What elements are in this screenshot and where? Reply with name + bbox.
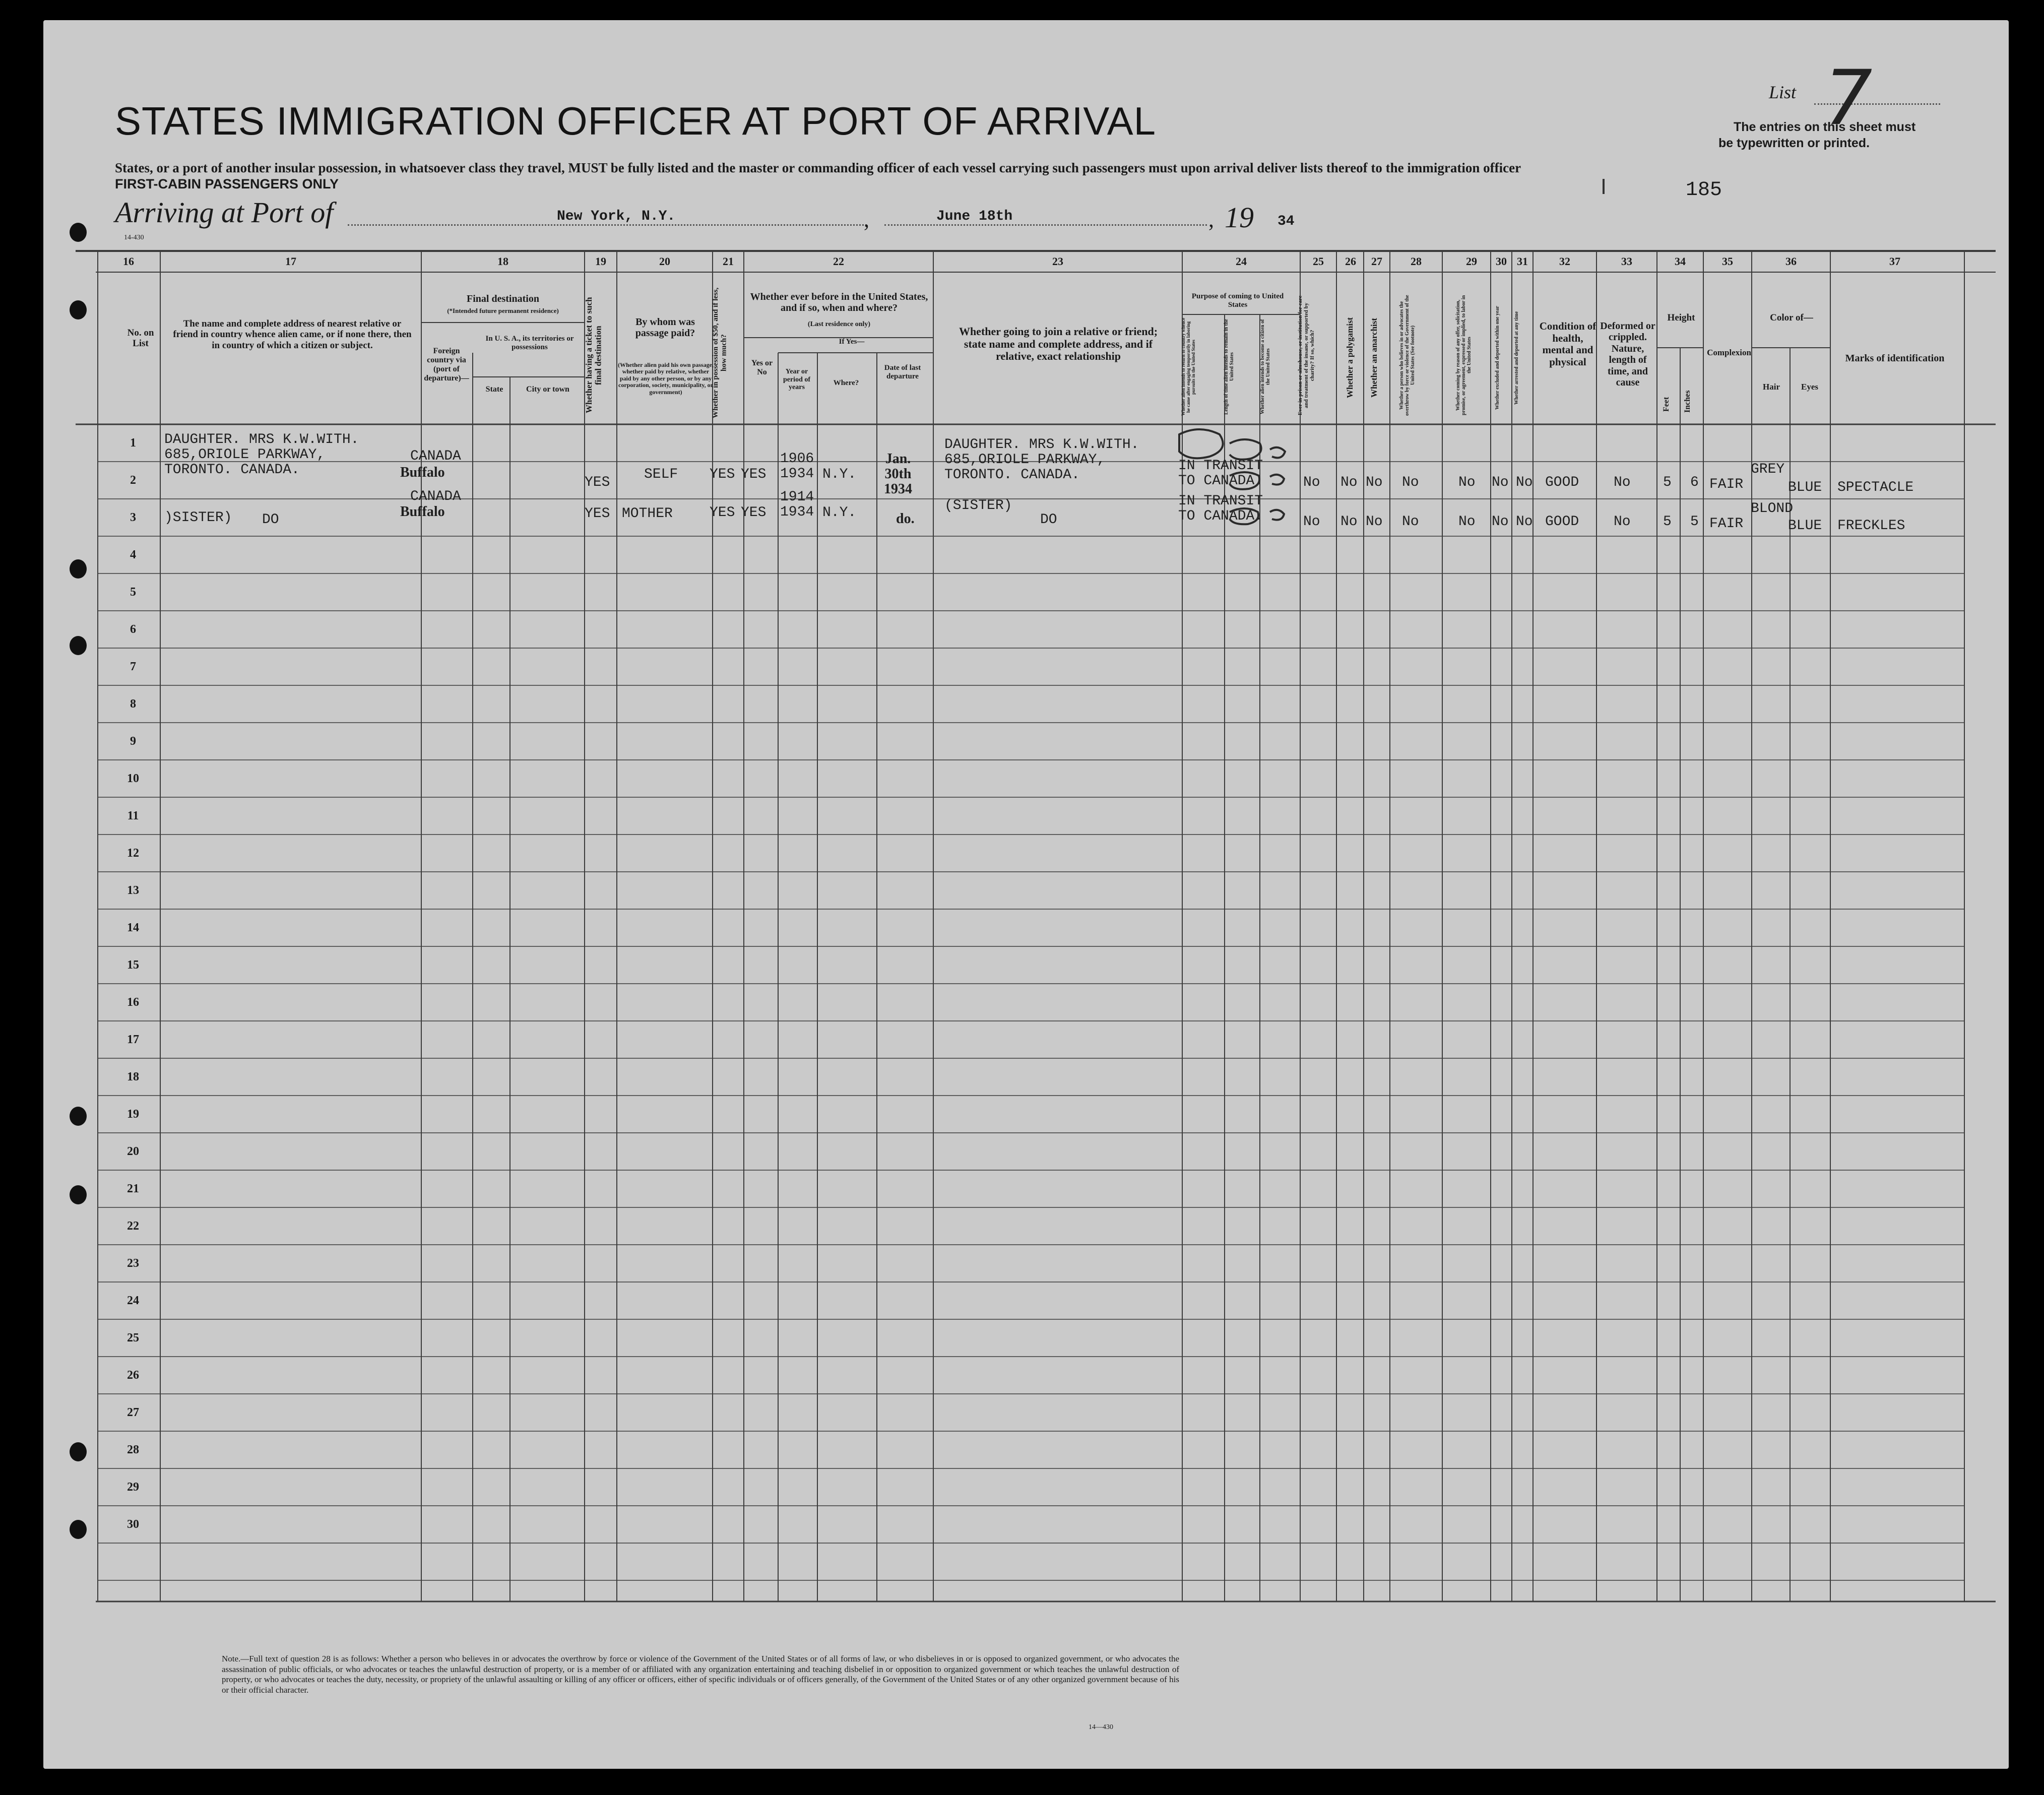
row2-marks: FRECKLES (1837, 518, 1905, 534)
header-c34-inches: Inches (1683, 390, 1692, 413)
column-number: 29 (1466, 255, 1477, 268)
list-number-handwritten: 7 (1824, 54, 1873, 142)
row1-relative-line: DAUGHTER. MRS K.W.WITH. (164, 432, 359, 447)
subtitle-instructions: States, or a port of another insular possession, in whatsoever class they travel, MUST be fully listed and the master or commanding officer of each vessel carrying such passengers must upon arrival deliver lists thereof to the immigration officer (115, 160, 1521, 175)
footnote-question-28: Note.—Full text of question 28 is as follows: Whether a person who believes in or advocates the overthrow by force or violence of the Government of the United States or of all forms of law, or who disbelieves in or is opposed to organized government, or who advocates the assassination of public officials, or who advocates or teaches the unlawful destruction of property, or is a member of or affiliated with any organization entertaining and teaching disbelief in or opposition to organized government or which teaches the unlawful destruction of property, or who advocates or teaches the duty, necessity, or propriety of the unlawful assaulting or killing of any officer or officers, either of specific individuals or of officers generally, of the Government of the United States or of any other organized government because of his or their official character. (222, 1654, 1179, 1695)
row-number: 5 (130, 586, 136, 599)
header-c22-date: Date of last departure (884, 364, 921, 380)
row2-last-departure: do. (896, 511, 915, 527)
row1-joining-line: DAUGHTER. MRS K.W.WITH. (944, 437, 1139, 453)
column-number: 23 (1052, 255, 1063, 268)
row1-c25: No (1303, 475, 1320, 490)
row-number: 17 (127, 1033, 139, 1046)
row2-fifty: YES (710, 505, 735, 521)
column-number: 34 (1675, 255, 1686, 268)
row-number: 26 (127, 1369, 139, 1382)
column-number: 30 (1496, 255, 1507, 268)
row1-complexion: FAIR (1709, 477, 1744, 492)
row-number: 28 (127, 1443, 139, 1456)
row-number: 14 (127, 921, 139, 934)
row-number: 18 (127, 1070, 139, 1083)
row1-years (780, 452, 814, 482)
row1-where: N.Y. (822, 467, 857, 482)
header-c27: Whether an anarchist (1369, 317, 1379, 398)
column-number: 17 (285, 255, 296, 268)
arrival-port: New York, N.Y. (557, 209, 676, 224)
header-c24-c: Whether alien intends to become a citizen of the United States (1260, 319, 1271, 415)
header-c33: Deformed or crippled. Nature, length of time, and cause (1600, 320, 1655, 388)
header-c18-city: City or town (526, 385, 569, 394)
row1-paid-by: SELF (644, 467, 678, 482)
column-number: 35 (1722, 255, 1733, 268)
arrival-date: June 18th (936, 209, 1013, 224)
header-c35: Complexion (1707, 348, 1751, 357)
header-c36-eyes: Eyes (1801, 382, 1818, 392)
row2-paid-by: MOTHER (622, 506, 673, 522)
header-c23: Whether going to join a relative or friend; state name and complete address, and if relative, exact relationship (959, 325, 1158, 363)
row-number: 7 (130, 660, 136, 673)
page-title: STATES IMMIGRATION OFFICER AT PORT OF ARRIVAL (115, 99, 1157, 143)
row1-purpose-line: IN TRANSIT (1178, 458, 1263, 474)
header-c18-title: Final destination (467, 293, 539, 304)
header-c31: Whether arrested and deported at any time (1514, 311, 1519, 405)
row2-relative: )SISTER) (164, 510, 232, 526)
row-number: 2 (130, 474, 136, 487)
header-c20-title: By whom was passage paid? (635, 316, 695, 339)
subtitle-class: FIRST-CABIN PASSENGERS ONLY (115, 176, 339, 191)
date-underline (884, 224, 1207, 226)
row2-years (780, 490, 814, 520)
column-number: 27 (1371, 255, 1382, 268)
row-number: 4 (130, 548, 136, 561)
row-number: 29 (127, 1481, 139, 1494)
row2-eyes: BLUE (1788, 518, 1822, 534)
year-suffix: 34 (1278, 214, 1295, 229)
column-number: 24 (1236, 255, 1247, 268)
header-c28: Whether a person who believes in or advocates the overthrow by force or violence of the Government of the United States (See footnote) (1399, 295, 1416, 416)
form-code-top: 14-430 (124, 234, 144, 241)
column-number: 28 (1411, 255, 1422, 268)
header-c18-sub: (*Intended future permanent residence) (447, 307, 559, 314)
header-c32: Condition of health, mental and physical (1539, 320, 1596, 368)
arriving-label: Arriving at Port of (115, 196, 334, 229)
header-c34-feet: Feet (1662, 397, 1671, 412)
row1-joining (944, 437, 1139, 483)
header-c22-where: Where? (833, 379, 859, 387)
column-number: 33 (1621, 255, 1632, 268)
typewritten-note-2: be typewritten or printed. (1718, 136, 1870, 150)
row2-inches: 5 (1690, 514, 1699, 530)
typewritten-note-1: The entries on this sheet must (1734, 120, 1916, 134)
header-c17: The name and complete address of nearest relative or friend in country whence alien came, or if none there, then in country of which a citizen or subject. (173, 318, 412, 351)
header-c37: Marks of identification (1845, 353, 1945, 364)
row1-health: GOOD (1545, 475, 1579, 490)
row2-ticket: YES (585, 506, 610, 522)
row2-joining: (SISTER) (944, 498, 1012, 514)
row1-relative-line: 685,ORIOLE PARKWAY, (164, 447, 326, 463)
header-c18-state: State (485, 385, 503, 394)
row1-before: YES (741, 467, 766, 482)
column-number: 22 (833, 255, 844, 268)
port-underline (348, 224, 867, 226)
column-number: 32 (1559, 255, 1570, 268)
row2-c26: No (1340, 514, 1358, 530)
header-c36-hair: Hair (1763, 382, 1780, 392)
header-c26: Whether a polygamist (1345, 317, 1355, 399)
header-c36-title: Color of— (1770, 312, 1813, 323)
row2-port-departure: Buffalo (400, 504, 445, 520)
row1-joining-line: 685,ORIOLE PARKWAY, (944, 452, 1106, 468)
header-c24-a: Whether alien intends to return to country whence he came after engaging temporarily in laboring pursuits in the United States (1181, 317, 1196, 416)
row1-feet: 5 (1663, 475, 1672, 490)
row-number: 22 (127, 1220, 139, 1233)
row-number: 8 (130, 697, 136, 711)
row-number: 27 (127, 1406, 139, 1419)
row1-departure-line: Jan. (885, 451, 911, 467)
row-number: 3 (130, 511, 136, 524)
header-c29: Whether coming by reason of any offer, solicitation, promise, or agreement, expressed or implied, to labor in the United States (1455, 295, 1472, 416)
row1-purpose-line: TO CANADA. (1178, 473, 1263, 489)
row1-hair: GREY (1751, 462, 1785, 477)
row-number: 23 (127, 1257, 139, 1270)
row-number: 11 (127, 809, 139, 822)
column-number: 18 (497, 255, 508, 268)
row1-joining-line: TORONTO. CANADA. (944, 467, 1080, 483)
row-number: 15 (127, 958, 139, 972)
row1-c29: No (1458, 475, 1476, 490)
page-mark (1603, 179, 1612, 194)
row1-departure-line: 30th (884, 466, 912, 482)
header-c34-title: Height (1667, 312, 1695, 323)
row-number: 24 (127, 1294, 139, 1307)
row-number: 19 (127, 1108, 139, 1121)
column-number: 25 (1313, 255, 1324, 268)
row1-last-departure (884, 452, 912, 497)
row1-c27: No (1366, 475, 1383, 490)
header-c22-sub: (Last residence only) (807, 320, 871, 328)
header-c22-year: Year or period of years (783, 368, 811, 392)
row-number: 10 (127, 772, 139, 785)
row2-joining-ditto: DO (1040, 512, 1057, 528)
column-number: 20 (659, 255, 670, 268)
row1-year: 1906 (780, 451, 814, 467)
column-number: 19 (595, 255, 606, 268)
column-number: 31 (1517, 255, 1528, 268)
row2-year: 1934 (780, 504, 814, 520)
row2-purpose (1178, 494, 1263, 524)
row2-feet: 5 (1663, 514, 1672, 530)
row-number: 12 (127, 847, 139, 860)
row2-c31: No (1516, 514, 1533, 530)
row1-inches: 6 (1690, 475, 1699, 490)
row1-ticket: YES (585, 475, 610, 490)
row1-marks: SPECTACLE (1837, 480, 1914, 495)
row1-relative-line: TORONTO. CANADA. (164, 462, 300, 478)
row1-c31: No (1516, 475, 1533, 490)
row-number: 30 (127, 1518, 139, 1531)
header-c22-yesno: Yes or No (751, 359, 773, 376)
header-c20-sub: (Whether alien paid his own passage, whether paid by relative, whether paid by any other person, or by any corporation, society, municipality, or government) (618, 361, 714, 396)
row2-complexion: FAIR (1709, 516, 1744, 532)
header-c30: Whether excluded and deported within one year (1495, 306, 1500, 410)
row2-deformed: No (1614, 514, 1631, 530)
column-number: 16 (123, 255, 134, 268)
header-c18-foreign: Foreign country via (port of departure)— (424, 347, 469, 382)
row2-relative-ditto: DO (262, 512, 279, 528)
header-c24-b: Length of time alien intends to remain in the United States (1224, 319, 1235, 415)
comma: , (1208, 207, 1214, 232)
row2-purpose-line: IN TRANSIT (1178, 493, 1263, 509)
column-number: 21 (723, 255, 734, 268)
row1-foreign-country: CANADA (410, 448, 461, 464)
row2-c25: No (1303, 514, 1320, 530)
row2-where: N.Y. (822, 505, 857, 521)
row2-c28: No (1402, 514, 1419, 530)
form-code-bottom: 14—430 (1089, 1723, 1113, 1731)
row2-before: YES (741, 505, 766, 521)
header-c22-ifyes: If Yes— (839, 338, 865, 346)
row-number: 16 (127, 996, 139, 1009)
row-number: 20 (127, 1145, 139, 1158)
row1-purpose (1178, 459, 1263, 489)
row1-relative (164, 432, 359, 478)
year-prefix: 19 (1225, 201, 1254, 234)
row2-c27: No (1366, 514, 1383, 530)
row1-departure-line: 1934 (884, 481, 912, 497)
comma: , (864, 207, 869, 232)
header-c21: Whether in possession of $50, and if less, how much? (712, 287, 728, 418)
page-number: 185 (1686, 179, 1722, 202)
header-c19: Whether having a ticket to such final destination (584, 297, 603, 414)
list-label: List (1769, 82, 1797, 102)
row2-c29: No (1458, 514, 1476, 530)
header-c22-title: Whether ever before in the United States, and if so, when and where? (750, 291, 928, 314)
header-c18-us: In U. S. A., its territories or possessions (485, 335, 574, 351)
row2-c30: No (1492, 514, 1509, 530)
row1-c26: No (1340, 475, 1358, 490)
row2-health: GOOD (1545, 514, 1579, 530)
header-c16: No. on List (127, 328, 154, 349)
row2-hair: BLOND (1751, 501, 1794, 517)
row-number: 21 (127, 1182, 139, 1195)
row-number: 25 (127, 1331, 139, 1344)
row-number: 9 (130, 735, 136, 748)
column-number: 26 (1345, 255, 1356, 268)
row1-eyes: BLUE (1788, 480, 1822, 495)
row1-c30: No (1492, 475, 1509, 490)
column-number: 36 (1785, 255, 1797, 268)
row2-foreign-country: CANADA (410, 489, 461, 504)
header-c24-title: Purpose of coming to United States (1191, 292, 1284, 309)
row1-fifty: YES (710, 467, 735, 482)
row1-year: 1934 (780, 466, 814, 482)
row1-port-departure: Buffalo (400, 465, 445, 480)
row2-year: 1914 (780, 489, 814, 505)
row-number: 6 (130, 623, 136, 636)
column-number: 37 (1889, 255, 1900, 268)
row-number: 1 (130, 436, 136, 450)
row2-purpose-line: TO CANADA. (1178, 508, 1263, 524)
row1-deformed: No (1614, 475, 1631, 490)
header-c25: Ever in prison or almshouse, or institution for care and treatment of the insane, or supported by charity? If so, which? (1297, 295, 1316, 415)
row-number: 13 (127, 884, 139, 897)
row1-c28: No (1402, 475, 1419, 490)
